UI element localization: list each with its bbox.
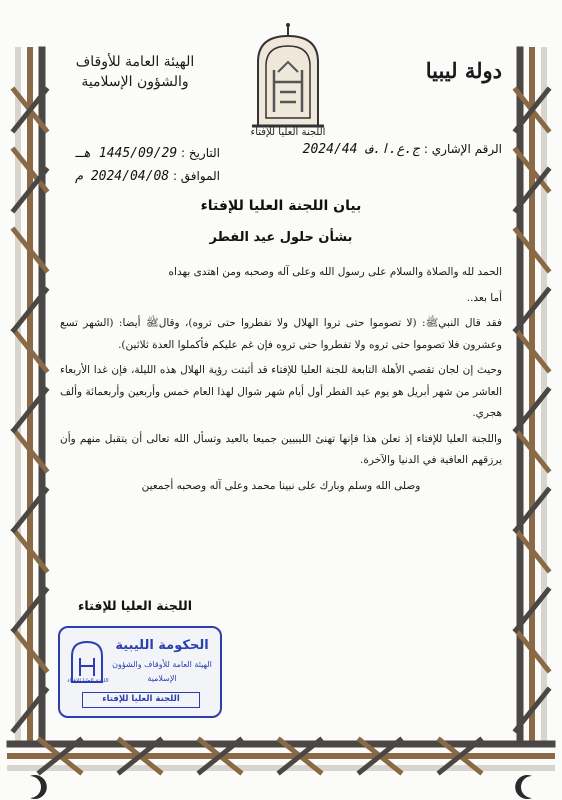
reference-value: ج.ع.ا.ف 2024/44 <box>302 142 421 157</box>
fatwa-committee-emblem-icon <box>250 22 326 132</box>
reference-number <box>303 142 502 157</box>
signatory: اللجنة العليا للإفتاء <box>78 598 192 613</box>
hijri-date-label: التاريخ : <box>180 146 220 160</box>
statement-body <box>60 262 502 501</box>
hijri-date-value: 1445/09/29 هـ <box>75 146 178 161</box>
statement-title: بيان اللجنة العليا للإفتاء <box>200 198 362 214</box>
authority-line-2: والشؤون الإسلامية <box>81 74 189 90</box>
announcement-paragraph: وحيث إن لجان تقصي الأهلة التابعة للجنة العليا للإفتاء قد أثبتت رؤية الهلال هذه الليلة، فإن غدا الأربعاء العاشر من شهر أبريل هو يوم عيد الفطر أول أيام شهر شوال لهذا العام خمس وأربعين وأربعمائة وألف هجري. <box>60 364 502 419</box>
document-dates <box>60 142 220 188</box>
statement-subtitle: بشأن حلول عيد الفطر <box>209 230 353 245</box>
gregorian-date-label: الموافق : <box>172 169 220 183</box>
stamp-authority-2: الإسلامية <box>147 674 177 683</box>
hadith-paragraph: فقد قال النبيﷺ: (لا تصوموا حتى تروا الهلال ولا تفطروا حتى تروه)، وقالﷺ أيضا: (الشهر تسع وعشرون فلا تصوموا حتى تروه ولا تفطروا حتى تروه فإن غم عليكم فأكملوا العدة ثلاثين). <box>60 317 502 351</box>
document-content <box>60 0 502 800</box>
stamp-emblem-caption: اللجنة العليا للإفتاء <box>67 678 109 684</box>
stamp-government: الحكومة الليبية <box>115 638 209 653</box>
hijri-date <box>60 142 220 165</box>
country-name: دولة ليبيا <box>425 58 502 83</box>
authority-line-1: الهيئة العامة للأوقاف <box>75 54 195 70</box>
stamp-committee-box: اللجنة العليا للإفتاء <box>82 692 200 708</box>
opening-praise: الحمد لله والصلاة والسلام على رسول الله وعلى آله وصحبه ومن اهتدى بهداه <box>168 266 502 278</box>
official-stamp <box>58 626 222 718</box>
stamp-authority: الهيئة العامة للأوقاف والشؤون <box>112 660 212 669</box>
reference-label: الرقم الإشاري : <box>423 142 502 156</box>
emblem-caption: اللجنة العليا للإفتاء <box>250 127 326 138</box>
gregorian-date <box>60 165 220 188</box>
congratulation-paragraph: واللجنة العليا للإفتاء إذ تعلن هذا فإنها تهنئ الليبيين جميعا بالعيد وتسأل الله تعالى أن يتقبل منهم وأن يرزقهم العافية في الدنيا والآخرة. <box>60 432 502 466</box>
salutation: أما بعد.. <box>466 291 502 304</box>
authority-name <box>60 52 210 92</box>
gregorian-date-value: 2024/04/08 م <box>75 169 170 184</box>
closing-prayer: وصلى الله وسلم وبارك على نبينا محمد وعلى آله وصحبه أجمعين <box>141 479 421 492</box>
